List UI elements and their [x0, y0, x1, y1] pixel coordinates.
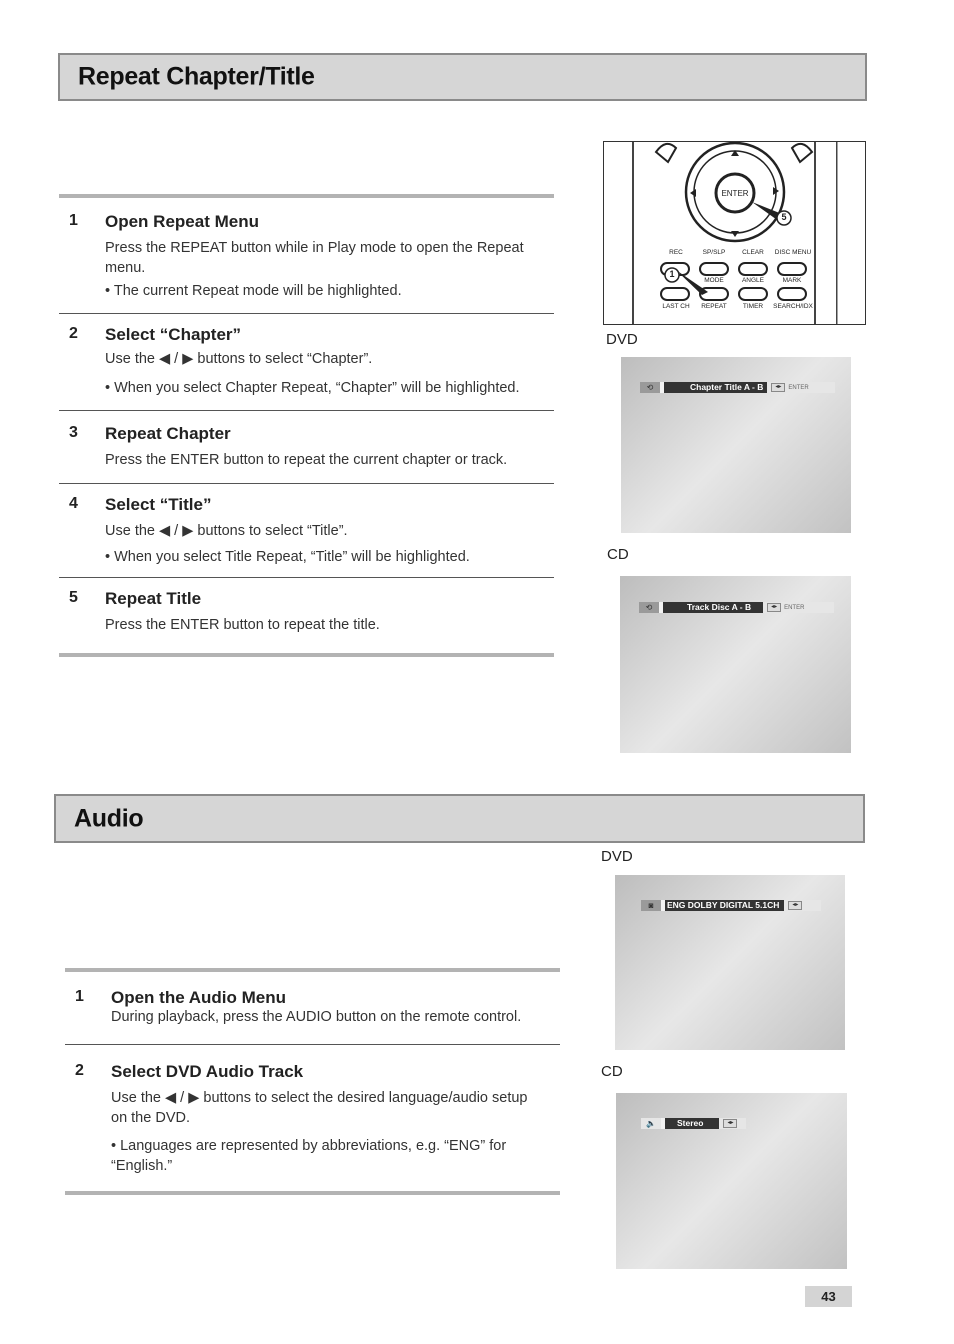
section-banner-audio — [54, 794, 865, 843]
step-body: Press the REPEAT button while in Play mode to open the Repeat menu. — [105, 240, 524, 276]
left-right-arrows-icon: ◂▸ — [723, 1119, 737, 1128]
label-mode: MODE — [704, 277, 724, 284]
section-title: Audio — [74, 804, 144, 832]
divider — [59, 410, 554, 411]
remote-control-illustration — [603, 141, 866, 325]
cd-audio-screen — [616, 1093, 847, 1269]
repeat-osd-bar — [640, 382, 835, 393]
step-bullet: • Languages are represented by abbreviations, e.g. “ENG” for “English.” — [111, 1138, 507, 1174]
label-sp-slp: SP/SLP — [702, 249, 726, 256]
dvd-audio-screen — [615, 875, 845, 1050]
dvd-repeat-screen — [621, 357, 851, 533]
step-title: Open Repeat Menu — [105, 212, 259, 231]
step-body: Use the ◀ / ▶ buttons to select “Chapter”. — [105, 351, 373, 367]
osd-options: Track Disc A - B — [663, 602, 763, 613]
osd-enter-hint: ENTER — [788, 384, 809, 391]
divider — [65, 1191, 560, 1195]
cd-repeat-screen — [620, 576, 851, 753]
osd-audio-mode: Stereo — [665, 1118, 719, 1129]
speaker-icon: 🔈 — [641, 1118, 661, 1129]
left-right-arrows-icon: ◂▸ — [767, 603, 781, 612]
step-title: Repeat Chapter — [105, 424, 231, 443]
step-body: Press the ENTER button to repeat the current chapter or track. — [105, 452, 508, 468]
label-angle: ANGLE — [741, 277, 765, 284]
section-title: Repeat Chapter/Title — [78, 62, 315, 91]
divider — [65, 1044, 560, 1045]
step-2 — [75, 1062, 555, 1182]
osd-enter-hint: ENTER — [784, 604, 805, 611]
left-right-arrows-icon: ◂▸ — [771, 383, 785, 392]
step-body: During playback, press the AUDIO button on the remote control. — [111, 1009, 522, 1025]
step-title: Select “Chapter” — [105, 325, 242, 344]
divider — [59, 577, 554, 578]
repeat-osd-bar — [639, 602, 834, 613]
remote-control-drawing — [604, 142, 866, 325]
divider — [65, 968, 560, 972]
label-disc-menu: DISC MENU — [774, 249, 812, 256]
divider — [59, 653, 554, 657]
step-title: Select DVD Audio Track — [111, 1062, 304, 1081]
repeat-icon: ⟲ — [639, 602, 659, 613]
repeat-icon: ⟲ — [640, 382, 660, 393]
step-3 — [69, 424, 549, 479]
step-title: Open the Audio Menu — [111, 988, 287, 1007]
label-clear: CLEAR — [742, 249, 764, 256]
step-number: 2 — [75, 1062, 84, 1079]
divider — [59, 313, 554, 314]
cd-label: CD — [601, 1063, 623, 1080]
audio-disc-icon: ◙ — [641, 900, 661, 911]
label-search-idx: SEARCH/IDX — [773, 303, 813, 310]
step-number: 3 — [69, 424, 78, 441]
step-1 — [69, 212, 549, 307]
step-body: Use the ◀ / ▶ buttons to select “Title”. — [105, 523, 348, 539]
step-number: 1 — [69, 212, 78, 229]
callout-5: 5 — [781, 212, 787, 222]
step-number: 4 — [69, 495, 78, 512]
page-number: 43 — [805, 1286, 852, 1307]
audio-osd-bar — [641, 900, 821, 911]
step-number: 5 — [69, 589, 78, 606]
label-timer: TIMER — [742, 303, 764, 310]
step-bullet: • The current Repeat mode will be highlighted. — [105, 283, 402, 299]
dvd-label: DVD — [601, 848, 633, 865]
step-bullet: • When you select Chapter Repeat, “Chapter” will be highlighted. — [105, 380, 520, 396]
step-2 — [69, 325, 549, 405]
dvd-label: DVD — [606, 331, 638, 348]
step-4 — [69, 495, 549, 573]
divider — [59, 194, 554, 198]
step-title: Repeat Title — [105, 589, 202, 608]
label-mark: MARK — [782, 277, 802, 284]
left-right-arrows-icon: ◂▸ — [788, 901, 802, 910]
enter-button-label: ENTER — [721, 189, 749, 198]
label-last-ch: LAST CH — [662, 303, 690, 310]
audio-osd-bar — [641, 1118, 746, 1129]
divider — [59, 483, 554, 484]
step-1 — [75, 988, 555, 1038]
step-title: Select “Title” — [105, 495, 212, 514]
section-banner-repeat — [58, 53, 867, 101]
step-5 — [69, 589, 549, 644]
step-number: 1 — [75, 988, 84, 1005]
cd-label: CD — [607, 546, 629, 563]
step-body: Use the ◀ / ▶ buttons to select the desired language/audio setup on the DVD. — [111, 1090, 528, 1126]
label-repeat: REPEAT — [701, 303, 727, 310]
osd-audio-track: ENG DOLBY DIGITAL 5.1CH — [665, 900, 784, 911]
callout-1: 1 — [669, 269, 675, 279]
osd-options: Chapter Title A - B — [664, 382, 767, 393]
label-rec: REC — [669, 249, 683, 256]
step-number: 2 — [69, 325, 78, 342]
step-bullet: • When you select Title Repeat, “Title” will be highlighted. — [105, 549, 470, 565]
step-body: Press the ENTER button to repeat the title. — [105, 617, 380, 633]
